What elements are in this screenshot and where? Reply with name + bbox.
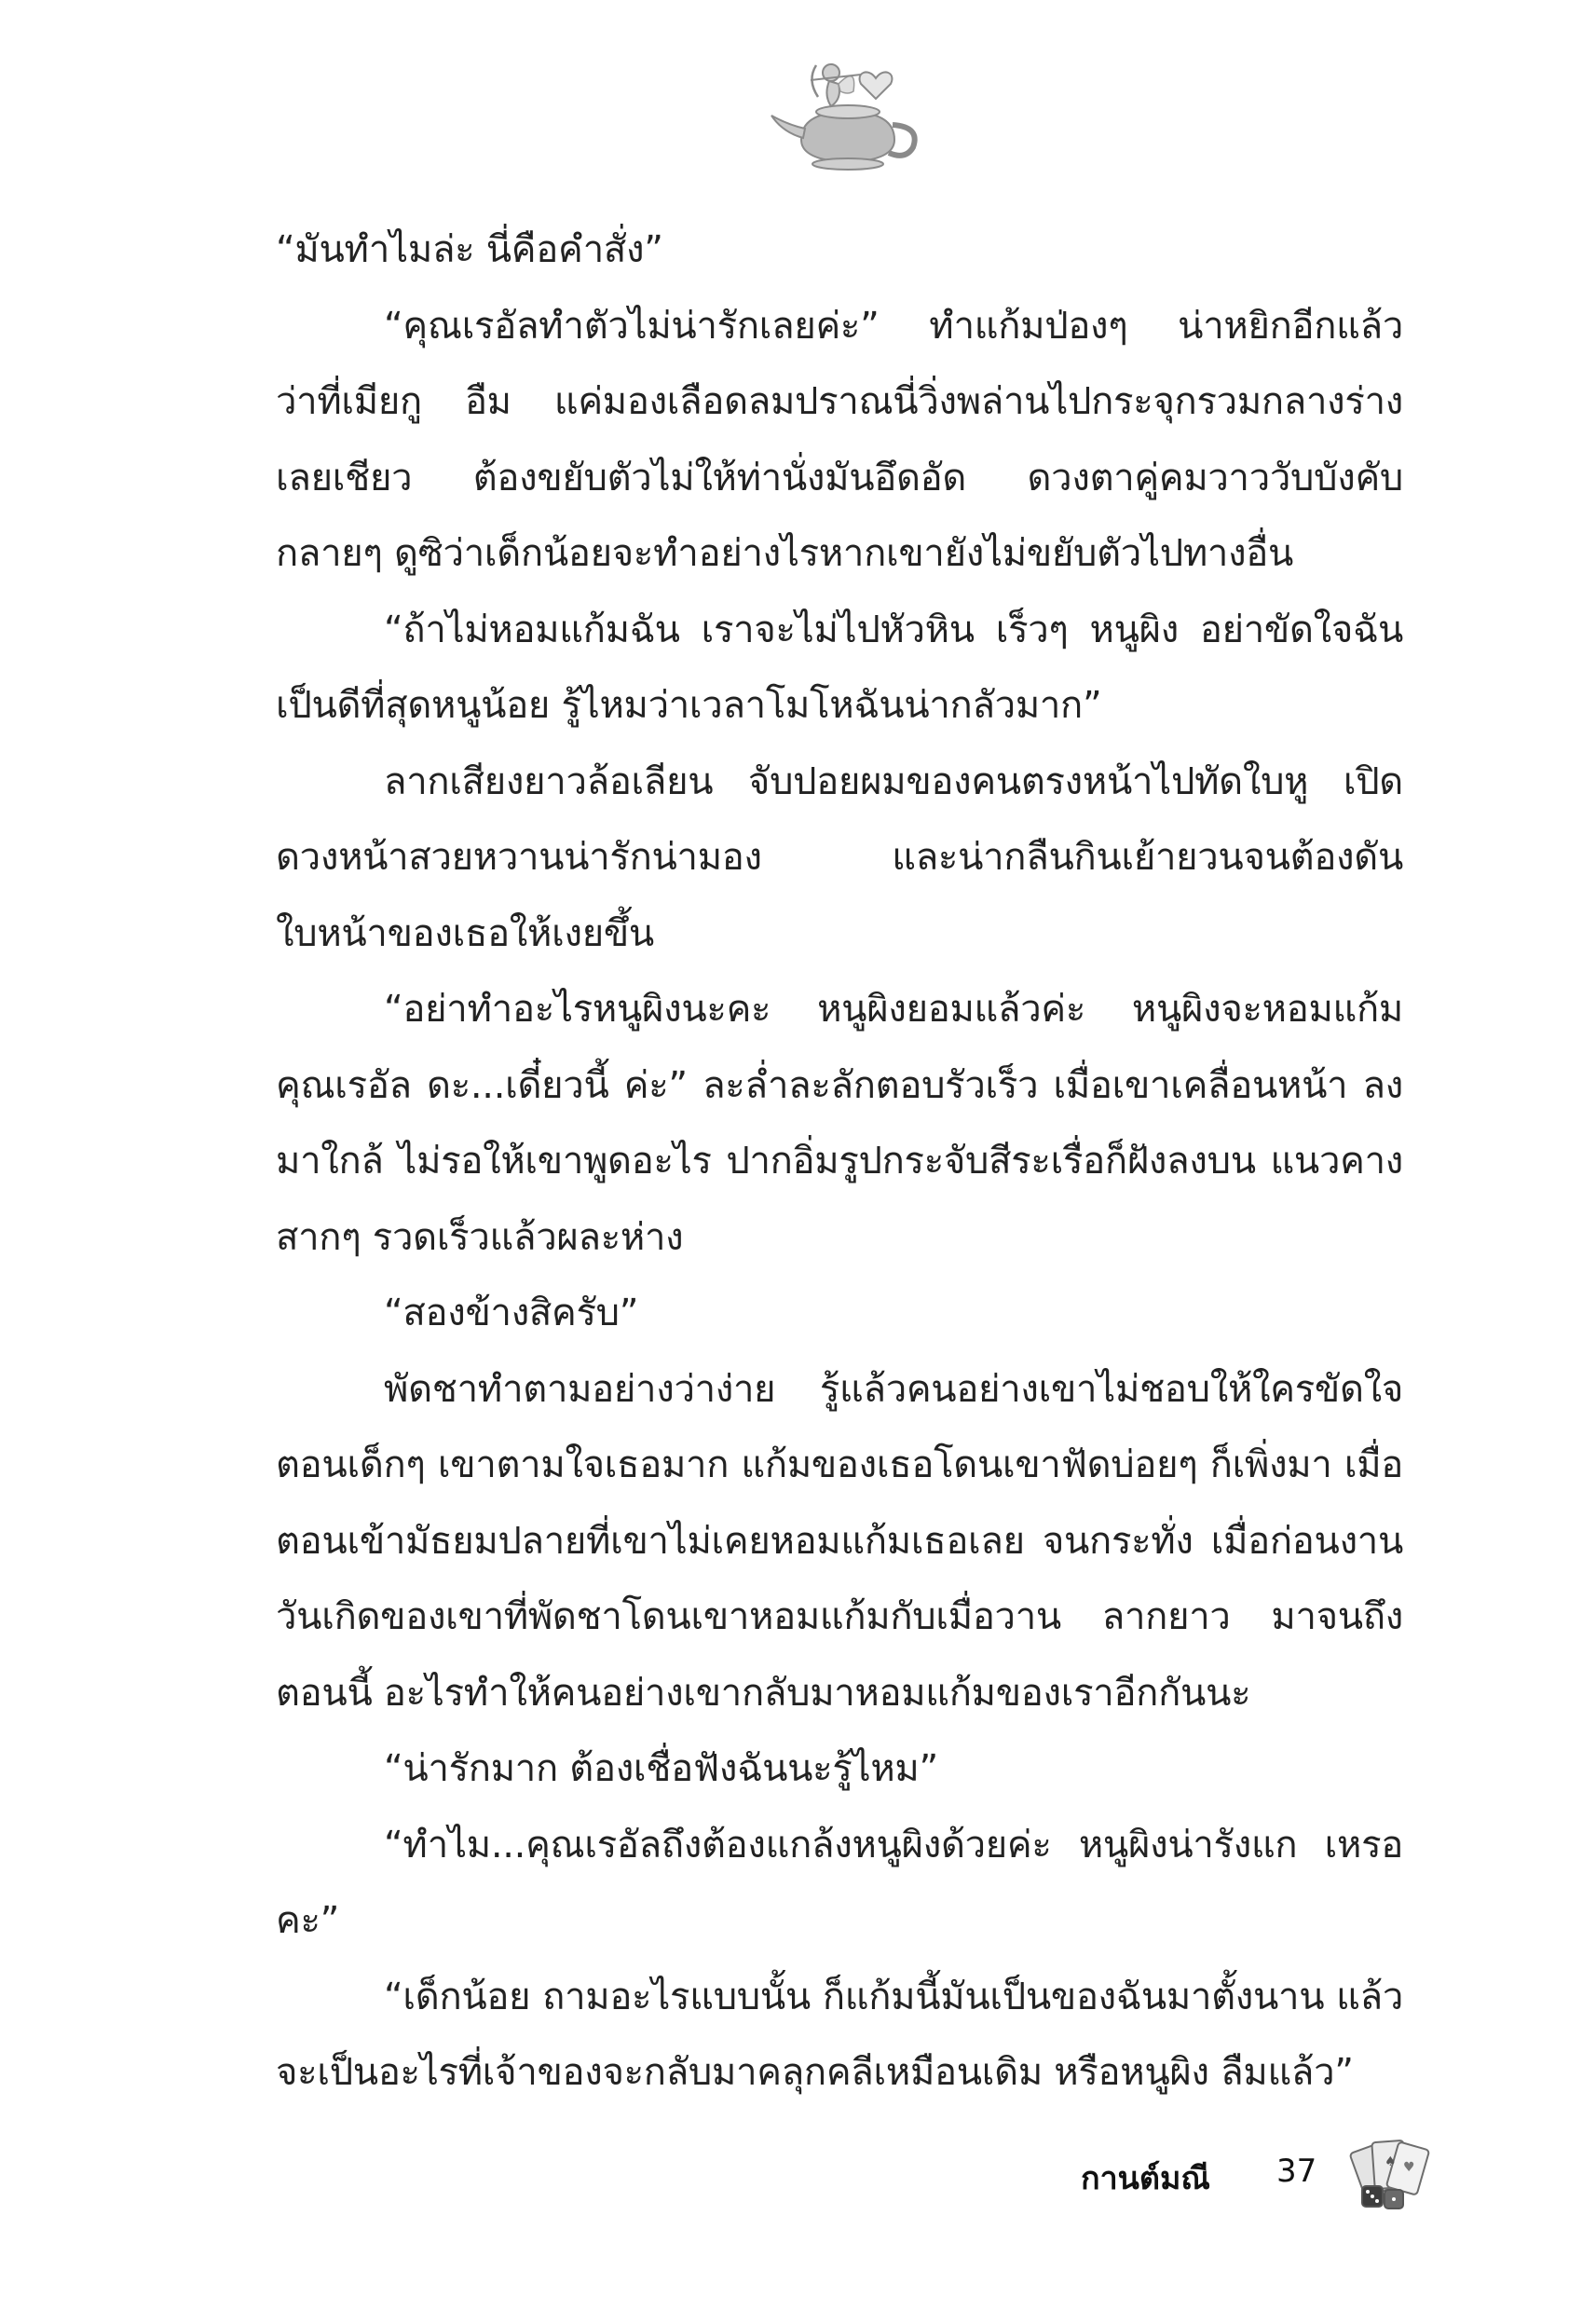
page-footer <box>1081 2134 1453 2218</box>
paragraph-9: “ทำไม...คุณเรอัลถึงต้องแกล้งหนูผิงด้วยค่ะ หนูผิงน่ารังแก เหรอคะ” <box>276 1823 1403 1942</box>
cupid-teapot-icon <box>764 47 932 177</box>
paragraph-5: “อย่าทำอะไรหนูผิงนะคะ หนูผิงยอมแล้วค่ะ หนูผิงจะหอมแก้ม คุณเรอัล ดะ...เดี๋ยวนี้ ค่ะ” ละล่ำละลักตอบรัวเร็ว เมื่อเขาเคลื่อนหน้า ลงมาใกล้ ไม่รอให้เขาพูดอะไร ปากอิ่มรูปกระจับสีระเรื่อก็ฝังลงบน แนวคางสากๆ รวดเร็วแล้วผละห่าง <box>276 988 1403 1259</box>
playing-cards-dice-icon <box>1344 2134 1437 2214</box>
paragraph-4: ลากเสียงยาวล้อเลียน จับปอยผมของคนตรงหน้าไปทัดใบหู เปิดดวงหน้าสวยหวานน่ารักน่ามอง และน่ากลืนกินเย้ายวนจนต้องดัน ใบหน้าของเธอให้เงยขึ้น <box>276 759 1403 955</box>
paragraph-7: พัดชาทำตามอย่างว่าง่าย รู้แล้วคนอย่างเขาไม่ชอบให้ใครขัดใจ ตอนเด็กๆ เขาตามใจเธอมาก แก้มของเธอโดนเขาฟัดบ่อยๆ ก็เพิ่งมา เมื่อตอนเข้ามัธยมปลายที่เขาไม่เคยหอมแก้มเธอเลย จนกระทั่ง เมื่อก่อนงานวันเกิดของเขาที่พัดชาโดนเขาหอมแก้มกับเมื่อวาน ลากยาว มาจนถึงตอนนี้ อะไรทำให้คนอย่างเขากลับมาหอมแก้มของเราอีกกันนะ <box>276 1367 1403 1715</box>
paragraph-8: “น่ารักมาก ต้องเชื่อฟังฉันนะรู้ไหม” <box>384 1747 938 1790</box>
paragraph-3: “ถ้าไม่หอมแก้มฉัน เราจะไม่ไปหัวหิน เร็วๆ หนูผิง อย่าขัดใจฉัน เป็นดีที่สุดหนูน้อย รู้ไหมว่าเวลาโมโหฉันน่ากลัวมาก” <box>276 608 1403 727</box>
paragraph-10: “เด็กน้อย ถามอะไรแบบนั้น ก็แก้มนี้มันเป็นของฉันมาตั้งนาน แล้ว จะเป็นอะไรที่เจ้าของจะกลับมาคลุกคลีเหมือนเดิม หรือหนูผิง ลืมแล้ว” <box>276 1975 1403 2094</box>
page-text <box>276 212 1403 2094</box>
paragraph-6: “สองข้างสิครับ” <box>384 1292 639 1334</box>
svg-text:♠: ♠ <box>1385 2154 1397 2169</box>
author-name: กานต์มณี <box>1081 2160 1210 2197</box>
paragraph-2: “คุณเรอัลทำตัวไม่น่ารักเลยค่ะ” ทำแก้มป่องๆ น่าหยิกอีกแล้ว ว่าที่เมียกู อืม แค่มองเลือดลมปราณนี่วิ่งพล่านไปกระจุกรวมกลางร่าง เลยเชียว ต้องขยับตัวไม่ให้ท่านั่งมันอึดอัด ดวงตาคู่คมวาววับบังคับ กลายๆ ดูซิว่าเด็กน้อยจะทำอย่างไรหากเขายังไม่ขยับตัวไปทางอื่น <box>276 304 1403 575</box>
paragraph-1: “มันทำไมล่ะ นี่คือคำสั่ง” <box>276 228 663 271</box>
page-number: 37 <box>1276 2153 1317 2190</box>
svg-text:♥: ♥ <box>1403 2160 1415 2175</box>
